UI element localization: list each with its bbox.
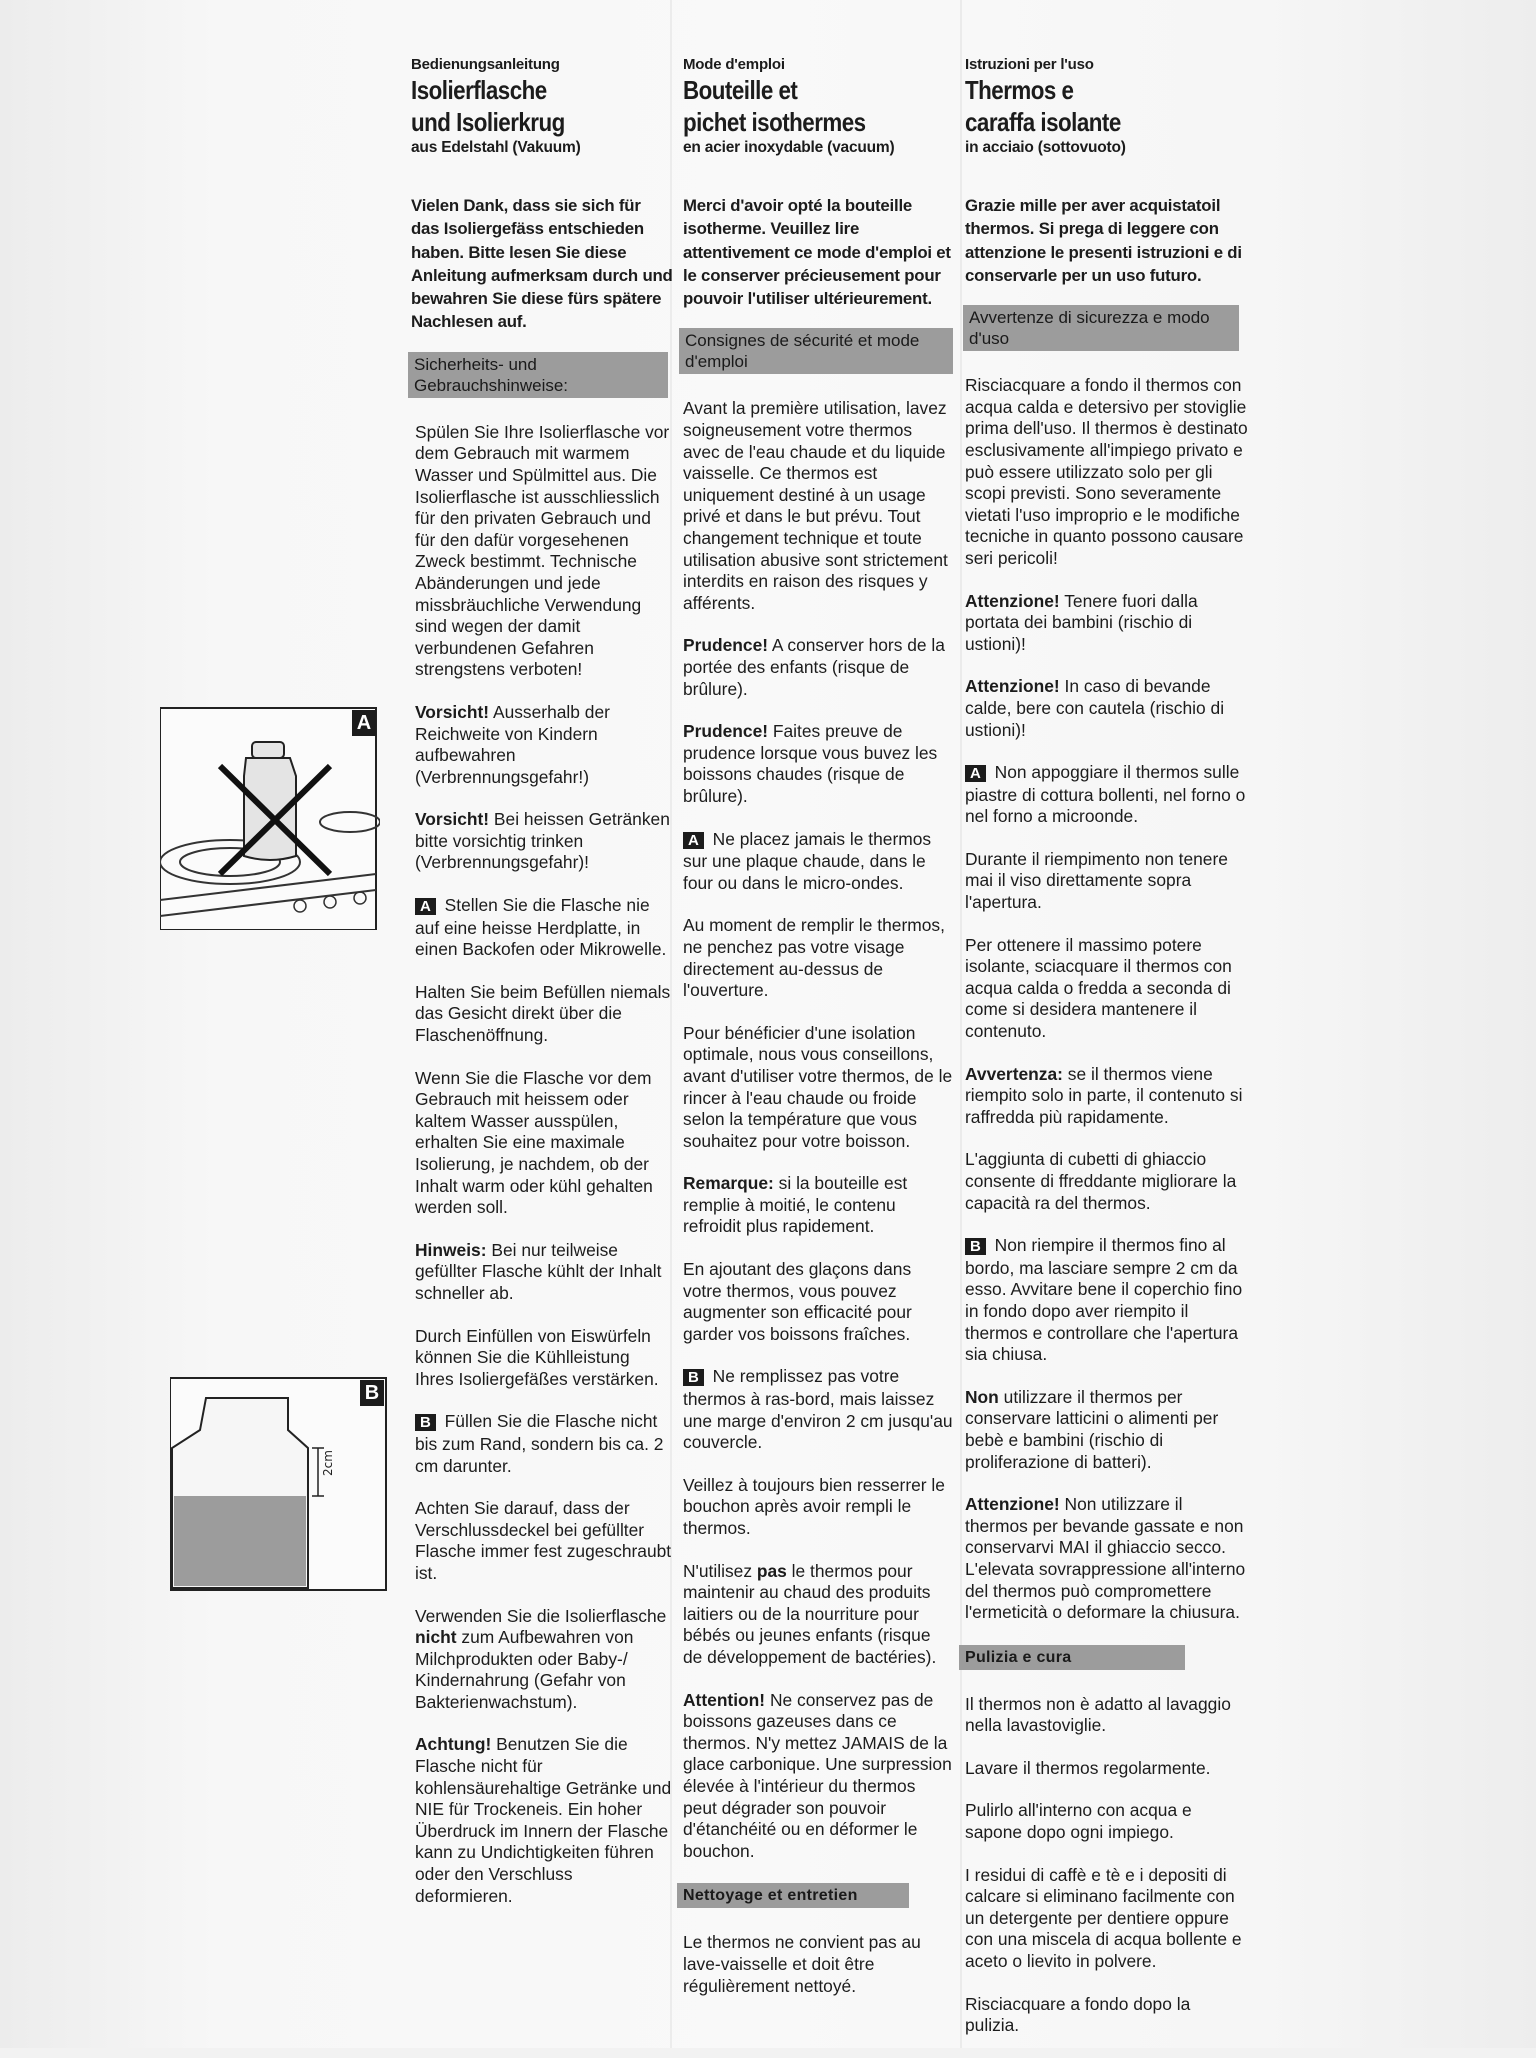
product-subtitle: aus Edelstahl (Vakuum): [411, 139, 581, 156]
product-title: pichet isothermes: [683, 107, 866, 137]
paragraph: Pour bénéficier d'une isolation optimale, nous vous conseillons, avant d'utiliser votre thermos, de le rincer à l'eau chaude ou froide selon la température que vous souhaitez pour votre boisson.: [683, 1022, 953, 1151]
figure-ref-b: B: [683, 1369, 704, 1386]
paragraph: Il thermos non è adatto al lavaggio nella lavastoviglie.: [965, 1693, 1231, 1736]
intro-text: Merci d'avoir opté la bouteille isotherme. Veuillez lire attentivement ce mode d'emploi et le conserver précieusement pour pouvoir l'utiliser ultérieurement.: [683, 196, 951, 309]
paragraph: Durch Einfüllen von Eiswürfeln können Sie die Kühlleistung Ihres Isoliergefäßes verstärken.: [415, 1325, 659, 1389]
paragraph: Prudence! A conserver hors de la portée des enfants (risque de brûlure).: [683, 635, 945, 699]
fill-margin-measure: 2cm: [321, 1450, 335, 1476]
paragraph: Lavare il thermos regolarmente.: [965, 1757, 1211, 1778]
paragraph: B Ne remplissez pas votre thermos à ras-bord, mais laissez une marge d'environ 2 cm jusqu'au couvercle.: [683, 1366, 953, 1453]
paragraph: A Ne placez jamais le thermos sur une plaque chaude, dans le four ou dans le micro-ondes.: [683, 828, 932, 893]
column-french: [683, 56, 953, 2018]
paragraph: Attenzione! Tenere fuori dalla portata dei bambini (rischio di ustioni)!: [965, 590, 1198, 654]
paragraph: Au moment de remplir le thermos, ne penchez pas votre visage directement au-dessus de l'ouverture.: [683, 915, 945, 1001]
figure-b-label: B: [360, 1380, 384, 1406]
paragraph: Achtung! Benutzen Sie die Flasche nicht für kohlensäurehaltige Getränke und NIE für Trockeneis. Ein hoher Überdruck im Innern der Flasche kann zu Undichtigkeiten führen oder den Verschluss deformieren.: [415, 1734, 672, 1906]
figure-b: [170, 1376, 388, 1592]
paragraph: L'aggiunta di cubetti di ghiaccio consente di ffreddante migliorare la capacità ra del thermos.: [965, 1149, 1237, 1213]
paragraph: Attention! Ne conservez pas de boissons gazeuses dans ce thermos. N'y mettez JAMAIS de la glace carbonique. Une surpression élevée à l'intérieur du thermos peut dégrader son pouvoir d'étanchéité ou en déformer le bouchon.: [683, 1689, 952, 1861]
column-german: [411, 56, 673, 1928]
paragraph: Spülen Sie Ihre Isolierflasche vor dem Gebrauch mit warmem Wasser und Spülmittel aus. Die Isolierflasche ist ausschliesslich für den privaten Gebrauch und für den dafür vorgesehenen Zweck bestimmt. Technische Abänderungen und jede missbräuchliche Verwendung sind wegen der damit verbundenen Gefahren strengstens verboten!: [415, 421, 670, 680]
paragraph: Per ottenere il massimo potere isolante, sciacquare il thermos con acqua calda o fredda a seconda di come si desidera mantenere il contenuto.: [965, 934, 1232, 1042]
doc-type: Istruzioni per l'uso: [965, 56, 1094, 73]
intro-text: Grazie mille per aver acquistatoil thermos. Si prega di leggere con attenzione le presenti istruzioni e di conservarle per un uso futuro.: [965, 196, 1242, 285]
fold-line: [960, 0, 962, 2048]
product-title: Isolierflasche: [411, 75, 547, 105]
paragraph: Prudence! Faites preuve de prudence lorsque vous buvez les boissons chaudes (risque de brûlure).: [683, 721, 938, 806]
product-subtitle: en acier inoxydable (vacuum): [683, 139, 895, 156]
section-header-cleaning: Nettoyage et entretien: [677, 1883, 909, 1908]
paragraph: Avvertenza: se il thermos viene riempito solo in parte, il contenuto si raffredda più rapidamente.: [965, 1063, 1243, 1127]
figure-ref-b: B: [965, 1238, 986, 1255]
section-header-safety: Sicherheits- und Gebrauchshinweise:: [408, 352, 668, 398]
figure-a: [160, 706, 380, 930]
product-subtitle: in acciaio (sottovuoto): [965, 139, 1126, 156]
figure-a-label: A: [352, 710, 376, 736]
intro-text: Vielen Dank, dass sie sich für das Isoliergefäss entschieden haben. Bitte lesen Sie diese Anleitung aufmerksam durch und bewahren Sie diese fürs spätere Nachlesen auf.: [411, 196, 673, 332]
paragraph: Achten Sie darauf, dass der Verschlussdeckel bei gefüllter Flasche immer fest zugeschraubt ist.: [415, 1498, 672, 1583]
paragraph: Pulirlo all'interno con acqua e sapone dopo ogni impiego.: [965, 1800, 1192, 1843]
section-header-safety: Avvertenze di sicurezza e modo d'uso: [963, 305, 1239, 351]
paragraph: Vorsicht! Ausserhalb der Reichweite von Kindern aufbewahren (Verbrennungsgefahr!): [415, 701, 610, 787]
paragraph: A Stellen Sie die Flasche nie auf eine heisse Herdplatte, in einen Backofen oder Mikrowelle.: [415, 895, 667, 960]
product-title: caraffa isolante: [965, 107, 1121, 137]
paragraph: B Non riempire il thermos fino al bordo, ma lasciare sempre 2 cm da esso. Avvitare bene il coperchio fino in fondo dopo aver riempito il thermos e controllare che l'apertura sia chiusa.: [965, 1235, 1243, 1365]
paragraph: Le thermos ne convient pas au lave-vaisselle et doit être régulièrement nettoyé.: [683, 1932, 921, 1996]
figure-ref-a: A: [683, 832, 704, 849]
paragraph: Wenn Sie die Flasche vor dem Gebrauch mit heissem oder kaltem Wasser ausspülen, erhalten Sie eine maximale Isolierung, je nachdem, ob der Inhalt warm oder kühl gehalten werden soll.: [415, 1067, 653, 1218]
figure-ref-a: A: [415, 898, 436, 915]
section-header-cleaning: Pulizia e cura: [959, 1645, 1185, 1670]
doc-type: Mode d'emploi: [683, 56, 785, 73]
bottle-fill-illustration: [170, 1376, 388, 1592]
product-title: Thermos e: [965, 75, 1074, 105]
paragraph: Remarque: si la bouteille est remplie à moitié, le contenu refroidit plus rapidement.: [683, 1173, 908, 1237]
figure-ref-a: A: [965, 765, 986, 782]
product-title: Bouteille et: [683, 75, 798, 105]
paragraph: Avant la première utilisation, lavez soigneusement votre thermos avec de l'eau chaude et du liquide vaisselle. Ce thermos est uniquement destiné à un usage privé et dans le but prévu. Tout changement technique et toute utilisation abusive sont strictement interdits en raison des risques y afférents.: [683, 398, 948, 613]
paragraph: Veillez à toujours bien resserrer le bouchon après avoir rempli le thermos.: [683, 1474, 945, 1539]
paragraph: B Füllen Sie die Flasche nicht bis zum Rand, sondern bis ca. 2 cm darunter.: [415, 1411, 664, 1476]
product-title: und Isolierkrug: [411, 107, 565, 137]
paragraph: Attenzione! Non utilizzare il thermos per bevande gassate e non conservarvi MAI il ghiaccio secco. L'elevata sovrappressione all'interno del thermos può compromettere l'ermeticità o deformare la chiusura.: [965, 1494, 1246, 1623]
paragraph: N'utilisez pas le thermos pour maintenir au chaud des produits laitiers ou de la nourriture pour bébés ou jeunes enfants (risque de développement de bactéries).: [683, 1560, 937, 1667]
paragraph: Hinweis: Bei nur teilweise gefüllter Flasche kühlt der Inhalt schneller ab.: [415, 1239, 662, 1303]
paragraph: Attenzione! In caso di bevande calde, bere con cautela (rischio di ustioni)!: [965, 676, 1225, 740]
paragraph: A Non appoggiare il thermos sulle piastre di cottura bollenti, nel forno o nel forno a microonde.: [965, 762, 1246, 827]
paragraph: Durante il riempimento non tenere mai il viso direttamente sopra l'apertura.: [965, 848, 1228, 913]
section-header-safety: Consignes de sécurité et mode d'emploi: [679, 328, 953, 374]
figure-ref-b: B: [415, 1414, 436, 1431]
paragraph: Verwenden Sie die Isolierflasche nicht zum Aufbewahren von Milchprodukten oder Baby-/ Kindernahrung (Gefahr von Bakterienwachstum).: [415, 1605, 667, 1712]
paragraph: I residui di caffè e tè e i depositi di calcare si eliminano facilmente con un detergente per dentiere oppure con una miscela di acqua bollente e aceto o lievito in polvere.: [965, 1864, 1242, 1972]
paragraph: Non utilizzare il thermos per conservare latticini o alimenti per bebè e bambini (rischio di proliferazione di batteri).: [965, 1386, 1219, 1472]
paragraph: Halten Sie beim Befüllen niemals das Gesicht direkt über die Flaschenöffnung.: [415, 981, 671, 1046]
paragraph: Vorsicht! Bei heissen Getränken bitte vorsichtig trinken (Verbrennungsgefahr)!: [415, 809, 670, 873]
stove-illustration: [160, 706, 380, 930]
paragraph: Risciacquare a fondo dopo la pulizia.: [965, 1993, 1191, 2036]
column-italian: [965, 56, 1249, 2058]
paragraph: En ajoutant des glaçons dans votre thermos, vous pouvez augmenter son efficacité pour garder vos boissons fraîches.: [683, 1259, 912, 1344]
paragraph: Risciacquare a fondo il thermos con acqua calda e detersivo per stoviglie prima dell'uso. Il thermos è destinato esclusivamente all'impiego privato e può essere utilizzato solo per gli scopi previsti. Sono severamente vietati l'uso improprio e le modifiche tecniche in quanto possono causare seri pericoli!: [965, 375, 1248, 568]
doc-type: Bedienungsanleitung: [411, 56, 560, 73]
